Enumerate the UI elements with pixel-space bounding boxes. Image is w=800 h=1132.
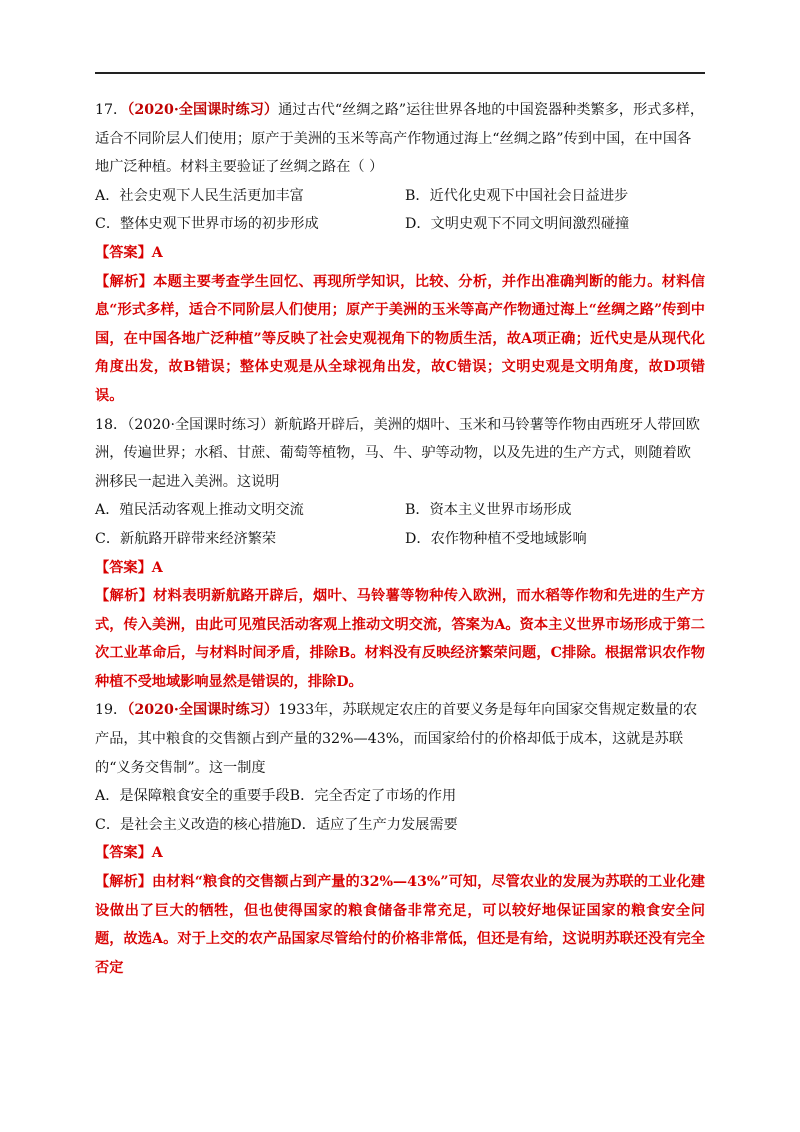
question-text: 通过古代“丝绸之路”运往世界各地的中国瓷器种类繁多，形式多样，适合不同阶层人们使用；原产于美洲的玉米等高产作物通过海上“丝绸之路”传到中国，在中国各地广泛种植。材料主要验证了丝绸之路在（ ） [95, 102, 705, 176]
question-17 [95, 96, 705, 411]
question-source: （2020·全国课时练习） [127, 102, 279, 118]
header-rule [95, 72, 705, 74]
question-17-analysis: 【解析】本题主要考查学生回忆、再现所学知识，比较、分析，并作出准确判断的能力。材料信息“形式多样，适合不同阶层人们使用；原产于美洲的玉米等高产作物通过海上“丝绸之路”传到中国，在中国各地广泛种植”等反映了社会史观视角下的物质生活，故A项正确；近代史是从现代化角度出发，故B错误；整体史观是从全球视角出发，故C错误；文明史观是文明角度，故D项错误。 [95, 273, 705, 404]
question-18-stem [95, 411, 705, 497]
question-source: （2020·全国课时练习） [127, 416, 275, 433]
question-18-answer: 【答案】A [95, 559, 163, 576]
question-19-answer: 【答案】A [95, 845, 163, 862]
question-18-options [95, 496, 705, 553]
option-d: D．农作物种植不受地域影响 [405, 530, 587, 547]
question-text: 1933年，苏联规定农庄的首要义务是每年向国家交售规定数量的农产品，其中粮食的交售额占到产量的32%—43%，而国家给付的价格却低于成本，这就是苏联的“义务交售制”。这一制度 [95, 702, 698, 776]
question-18 [95, 411, 705, 697]
question-18-analysis: 【解析】材料表明新航路开辟后，烟叶、马铃薯等物种传入欧洲，而水稻等作物和先进的生产方式，传入美洲，由此可见殖民活动客观上推动文明交流，答案为A。资本主义世界市场形成于第二次工业革命后，与材料时间矛盾，排除B。材料没有反映经济繁荣问题，C排除。根据常识农作物种植不受地域影响显然是错误的，排除D。 [95, 588, 705, 690]
option-row-ab: A．是保障粮食安全的重要手段B．完全否定了市场的作用 [95, 788, 457, 805]
option-c: C．整体史观下世界市场的初步形成 [95, 216, 319, 233]
question-source: （2020·全国课时练习） [127, 702, 279, 719]
option-a: A．社会史观下人民生活更加丰富 [95, 187, 304, 204]
question-number: 19． [95, 702, 128, 719]
question-17-answer: 【答案】A [95, 244, 163, 261]
option-row-cd: C．是社会主义改造的核心措施D．适应了生产力发展需要 [95, 816, 458, 833]
question-17-options [95, 182, 705, 239]
option-b: B．资本主义世界市场形成 [405, 502, 572, 519]
question-list [95, 96, 705, 982]
option-a: A．殖民活动客观上推动文明交流 [95, 502, 304, 519]
option-b: B．近代化史观下中国社会日益进步 [405, 187, 629, 204]
question-19 [95, 696, 705, 982]
question-17-stem [95, 96, 705, 182]
question-number: 17． [95, 102, 128, 118]
question-19-options [95, 782, 705, 839]
question-number: 18． [95, 416, 128, 433]
question-19-stem [95, 696, 705, 782]
question-19-analysis: 【解析】由材料“粮食的交售额占到产量的32%—43%”可知，尽管农业的发展为苏联的工业化建设做出了巨大的牺牲，但也使得国家的粮食储备非常充足，可以较好地保证国家的粮食安全问题，故选A。对于上交的农产品国家尽管给付的价格非常低，但还是有给，这说明苏联还没有完全否定 [95, 874, 705, 976]
question-text: 新航路开辟后，美洲的烟叶、玉米和马铃薯等作物由西班牙人带回欧洲，传遍世界；水稻、甘蔗、葡萄等植物，马、牛、驴等动物，以及先进的生产方式，则随着欧洲移民一起进入美洲。这说明 [95, 416, 700, 490]
option-c: C．新航路开辟带来经济繁荣 [95, 530, 277, 547]
option-d: D．文明史观下不同文明间激烈碰撞 [405, 216, 630, 233]
